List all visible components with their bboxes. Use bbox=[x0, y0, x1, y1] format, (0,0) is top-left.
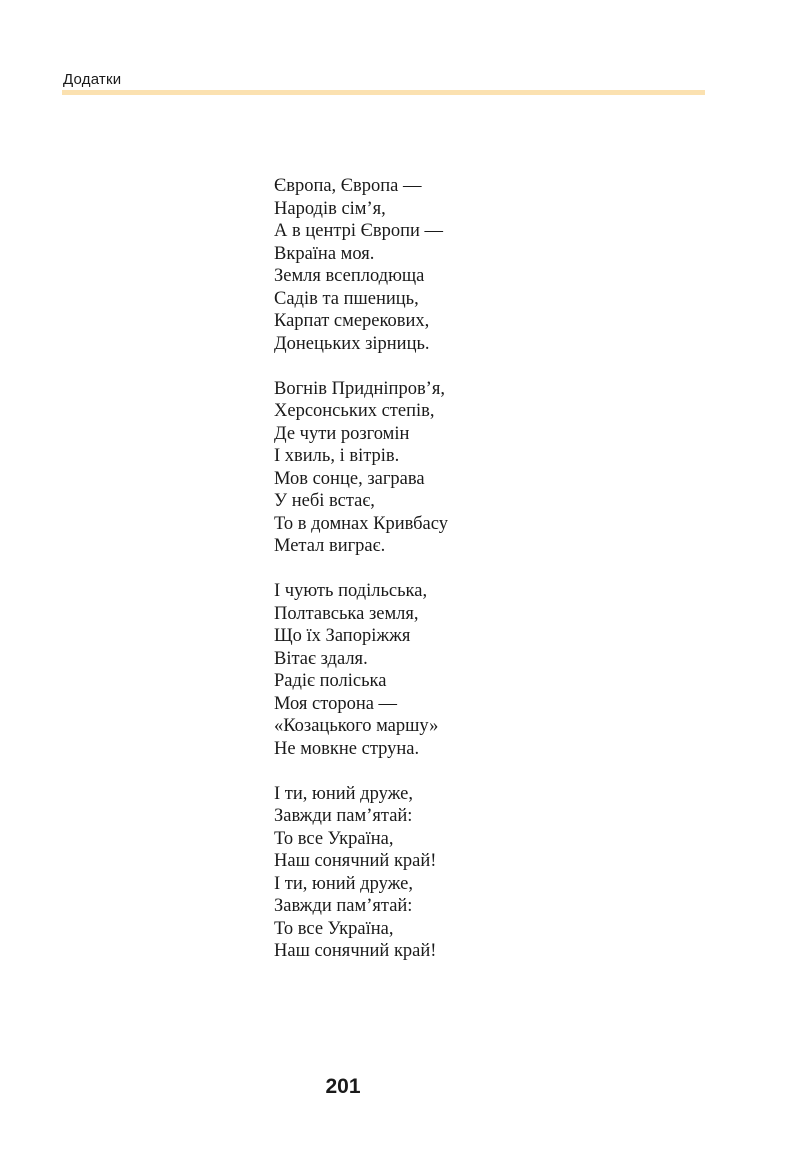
poem-line: Радіє поліська bbox=[274, 671, 387, 691]
poem-line: Садів та пшениць, bbox=[274, 288, 419, 309]
poem-line: І чують подільська, bbox=[274, 581, 428, 601]
stanza-3 bbox=[274, 580, 448, 760]
header-rule bbox=[62, 90, 705, 95]
poem-line: Донецьких зірниць. bbox=[274, 333, 430, 354]
poem-line: Не мовкне струна. bbox=[274, 738, 420, 759]
poem-line: Херсонських степів, bbox=[274, 401, 435, 421]
poem-line: То все Україна, bbox=[274, 828, 394, 849]
poem-line: Карпат смерекових, bbox=[274, 311, 430, 331]
poem-line: І ти, юний друже, bbox=[274, 873, 413, 894]
poem-line: «Козацького маршу» bbox=[274, 716, 439, 736]
poem-line: Завжди пам’ятай: bbox=[274, 896, 413, 916]
page-number: 201 bbox=[325, 1075, 361, 1098]
stanza-2 bbox=[274, 378, 448, 558]
poem-line: У небі встає, bbox=[274, 491, 375, 511]
poem-line: Метал виграє. bbox=[274, 536, 386, 556]
poem-line: То в домнах Кривбасу bbox=[274, 513, 448, 534]
poem-line: І хвиль, і вітрів. bbox=[274, 446, 400, 466]
poem-line: Полтавська земля, bbox=[274, 603, 419, 624]
poem-line: Наш сонячний край! bbox=[274, 941, 437, 961]
poem-line: Що їх Запоріжжя bbox=[274, 626, 411, 646]
page-header bbox=[62, 70, 705, 95]
poem-line: І ти, юний друже, bbox=[274, 783, 413, 804]
poem-line: Народів сім’я, bbox=[274, 198, 386, 219]
section-title: Додатки bbox=[63, 71, 122, 88]
poem-line: Завжди пам’ятай: bbox=[274, 806, 413, 826]
poem-line: Де чути розгомін bbox=[274, 423, 410, 444]
poem-line: Наш сонячний край! bbox=[274, 851, 437, 871]
poem-line: Земля всеплодюща bbox=[274, 266, 425, 286]
poem-line: Мов сонце, заграва bbox=[274, 468, 425, 489]
poem-line: Вітає здаля. bbox=[274, 648, 368, 669]
poem-line: То все Україна, bbox=[274, 918, 394, 939]
poem-line: А в центрі Європи — bbox=[274, 221, 444, 241]
poem-line: Моя сторона — bbox=[274, 693, 398, 714]
poem bbox=[274, 175, 448, 963]
stanza-4 bbox=[274, 783, 448, 963]
poem-line: Вогнів Придніпров’я, bbox=[274, 378, 445, 399]
poem-line: Європа, Європа — bbox=[274, 176, 422, 196]
poem-line: Вкраїна моя. bbox=[274, 243, 375, 264]
stanza-1 bbox=[274, 175, 448, 355]
